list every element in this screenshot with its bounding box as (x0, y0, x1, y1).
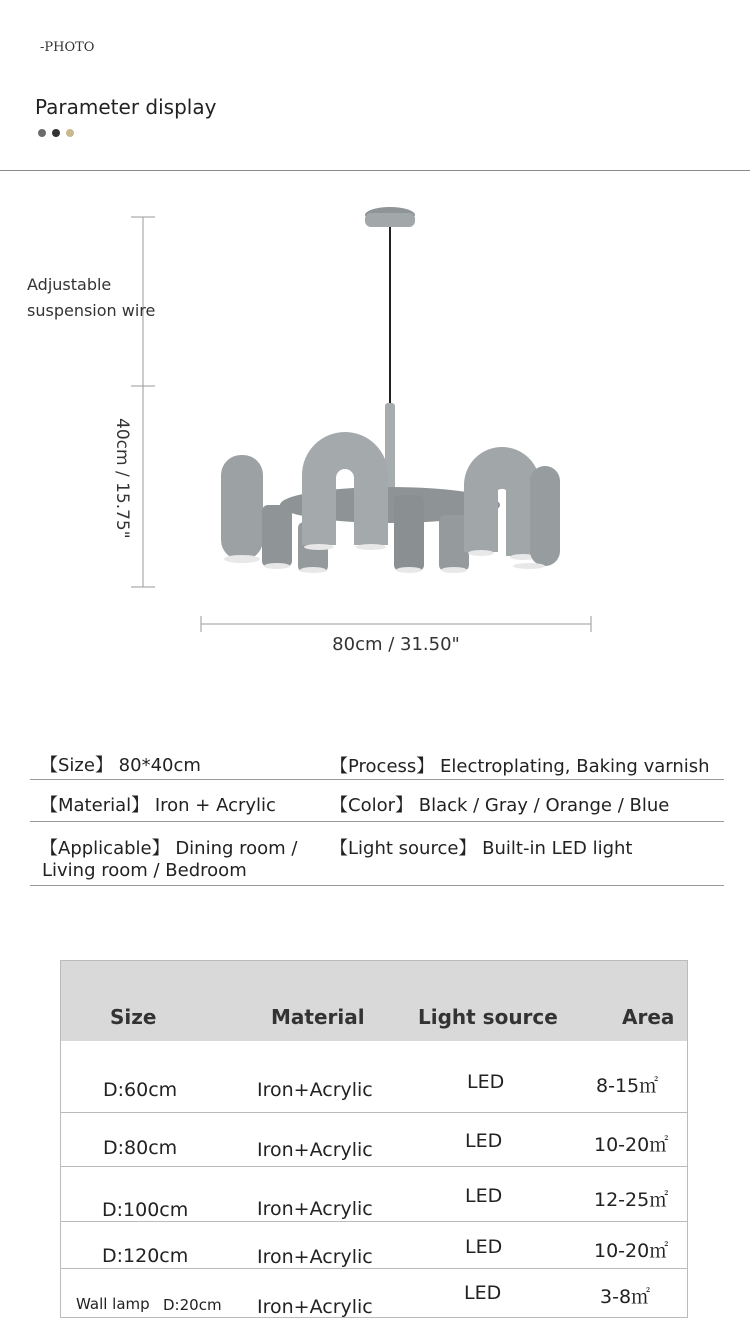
cell-light: LED (465, 1185, 503, 1207)
page-title: Parameter display (35, 95, 217, 119)
spec-divider-1 (30, 779, 724, 780)
cell-size: D:120cm (102, 1245, 189, 1267)
cell-area: 10-20㎡ (594, 1134, 669, 1156)
cell-area: 3-8㎡ (600, 1286, 651, 1308)
width-dimension-line (201, 616, 591, 632)
photo-tag: -PHOTO (40, 40, 95, 55)
cell-light: LED (465, 1236, 503, 1258)
spec-material: 【Material】 Iron + Acrylic (40, 795, 276, 816)
cell-size: D:100cm (102, 1199, 189, 1221)
cell-area: 12-25㎡ (594, 1189, 669, 1211)
cell-material: Iron+Acrylic (257, 1079, 373, 1101)
row-divider (61, 1221, 687, 1222)
cell-area: 8-15㎡ (596, 1075, 659, 1097)
header-material: Material (271, 1005, 365, 1029)
dot-1 (38, 129, 46, 137)
row-divider (61, 1268, 687, 1269)
cell-size: D:80cm (103, 1137, 178, 1159)
suspension-label-line2: suspension wire (27, 301, 156, 320)
cell-light: LED (465, 1130, 503, 1152)
header-divider (0, 170, 750, 171)
width-dimension-label: 80cm / 31.50" (332, 634, 460, 655)
spec-light-source: 【Light source】 Built-in LED light (330, 838, 633, 859)
dot-2 (52, 129, 60, 137)
spec-divider-3 (30, 885, 724, 886)
pendant-lamp-image (221, 207, 560, 573)
height-label-text: 40cm / 15.75" (112, 418, 132, 539)
spec-process: 【Process】 Electroplating, Baking varnish (330, 756, 710, 777)
cell-material: Iron+Acrylic (257, 1296, 373, 1318)
header-light-source: Light source (418, 1005, 558, 1029)
cell-light: LED (467, 1071, 505, 1093)
header-size: Size (110, 1005, 157, 1029)
dot-3 (66, 129, 74, 137)
decorative-dots (38, 129, 74, 137)
suspension-label-line1: Adjustable (27, 275, 112, 294)
suspension-wire-label (27, 272, 155, 324)
spec-applicable-1: 【Applicable】 Dining room / (40, 838, 298, 859)
cell-area: 10-20㎡ (594, 1240, 669, 1262)
row-divider (61, 1166, 687, 1167)
cell-size-prefix: Wall lamp (76, 1295, 150, 1313)
cell-material: Iron+Acrylic (257, 1246, 373, 1268)
height-dimension-label (96, 418, 146, 588)
spec-divider-2 (30, 821, 724, 822)
header-area: Area (622, 1005, 675, 1029)
spec-color: 【Color】 Black / Gray / Orange / Blue (330, 795, 670, 816)
cell-material: Iron+Acrylic (257, 1198, 373, 1220)
size-table-header (61, 961, 687, 1041)
cell-size: D:20cm (163, 1296, 222, 1314)
cell-light: LED (464, 1282, 502, 1304)
row-divider (61, 1112, 687, 1113)
cell-size: D:60cm (103, 1079, 178, 1101)
spec-applicable-2: Living room / Bedroom (42, 860, 247, 881)
spec-size: 【Size】 80*40cm (40, 755, 201, 776)
cell-material: Iron+Acrylic (257, 1139, 373, 1161)
